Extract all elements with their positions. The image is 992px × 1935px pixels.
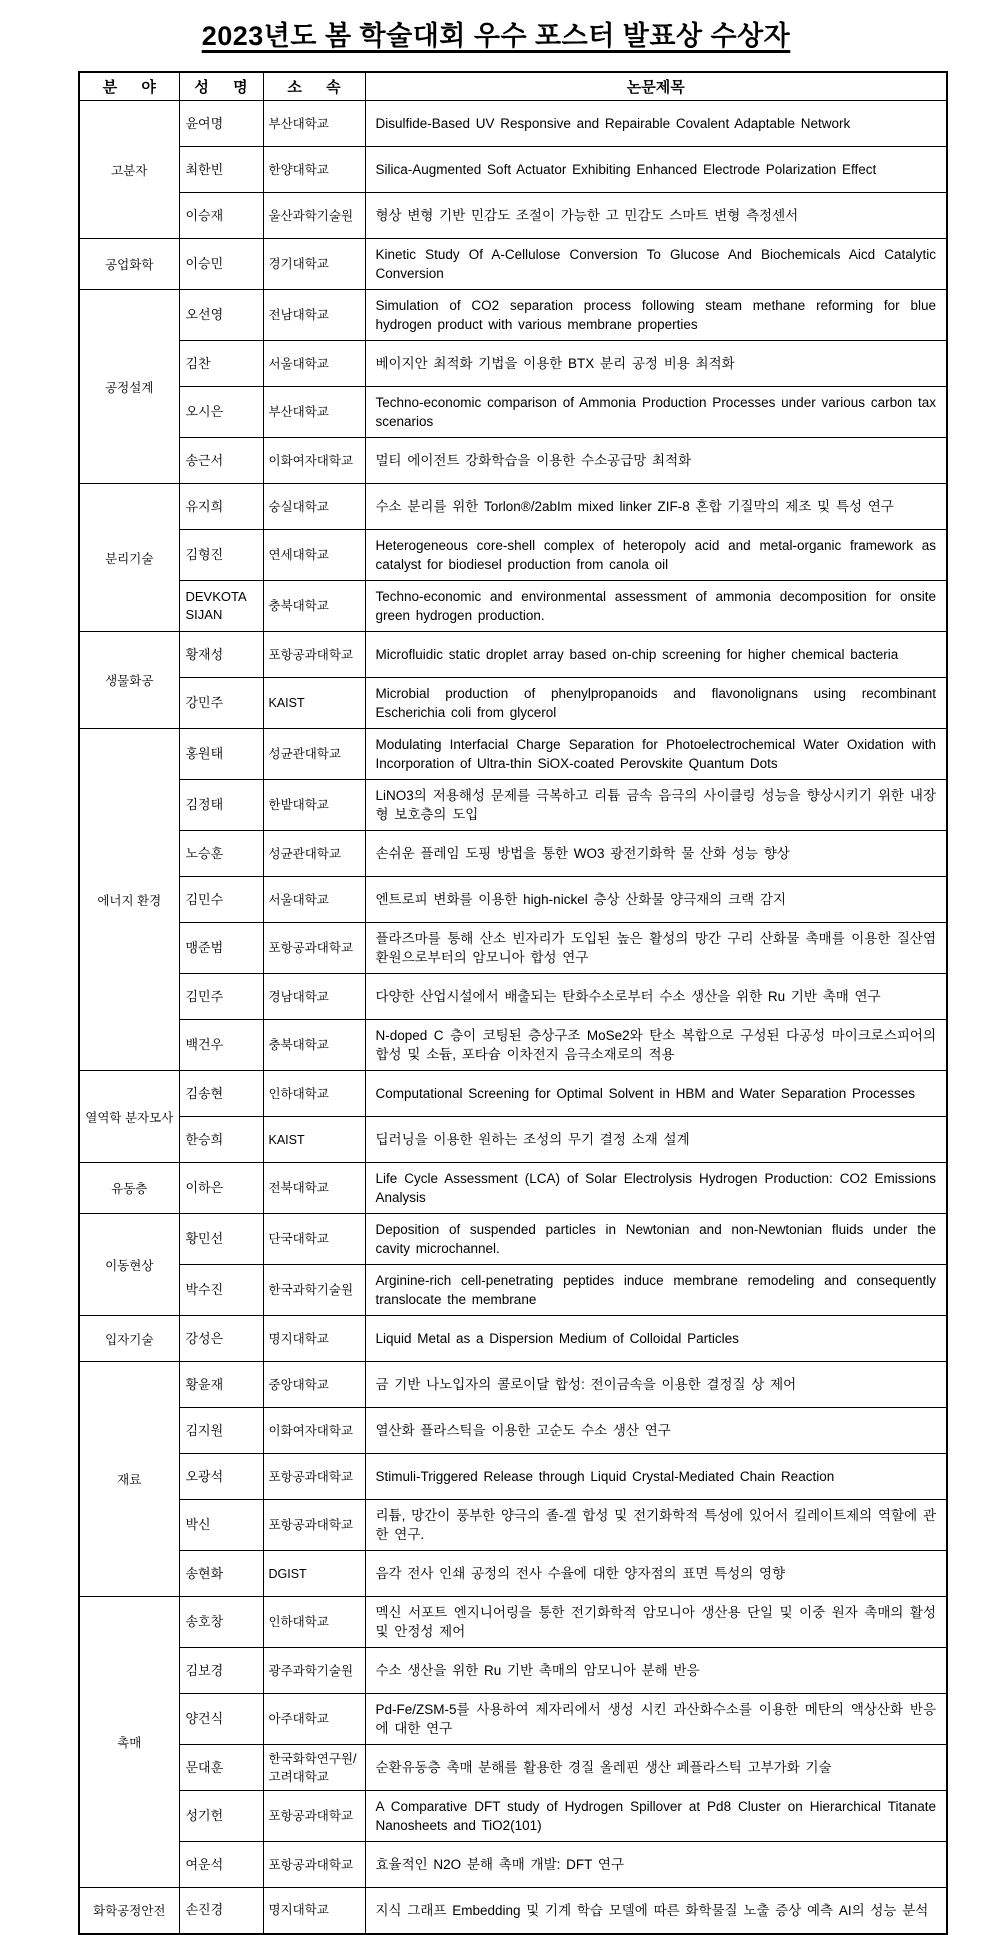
affiliation-cell: 충북대학교 [263,581,365,632]
table-row [79,780,947,831]
name-cell: DEVKOTA SIJAN [179,581,263,632]
affiliation-cell: 서울대학교 [263,877,365,923]
field-cell: 분리기술 [79,484,179,632]
page-title-text: 2023년도 봄 학술대회 우수 포스터 발표상 수상자 [201,21,791,51]
table-row [79,387,947,438]
affiliation-cell: 단국대학교 [263,1214,365,1265]
affiliation-cell: 아주대학교 [263,1694,365,1745]
field-cell: 촉매 [79,1597,179,1888]
paper-title-cell: 플라즈마를 통해 산소 빈자리가 도입된 높은 활성의 망간 구리 산화물 촉매를 이용한 질산염 환원으로부터의 암모니아 합성 연구 [365,923,947,974]
affiliation-cell: 포항공과대학교 [263,1842,365,1888]
name-cell: 김민수 [179,877,263,923]
field-cell: 화학공정안전 [79,1888,179,1934]
table-row [79,1694,947,1745]
name-cell: 송호창 [179,1597,263,1648]
table-row [79,974,947,1020]
affiliation-cell: 한국화학연구원/고려대학교 [263,1745,365,1791]
name-cell: 오광석 [179,1454,263,1500]
table-row [79,239,947,290]
paper-title-cell: N-doped C 층이 코팅된 층상구조 MoSe2와 탄소 복합으로 구성된 다공성 마이크로스피어의 합성 및 소듐, 포타슘 이차전지 음극소재로의 적용 [365,1020,947,1071]
name-cell: 여운석 [179,1842,263,1888]
name-cell: 김찬 [179,341,263,387]
name-cell: 김형진 [179,530,263,581]
paper-title-cell: 멀티 에이전트 강화학습을 이용한 수소공급망 최적화 [365,438,947,484]
field-cell: 고분자 [79,101,179,239]
field-cell: 입자기술 [79,1316,179,1362]
paper-title-cell: 효율적인 N2O 분해 촉매 개발: DFT 연구 [365,1842,947,1888]
table-row [79,438,947,484]
table-row [79,729,947,780]
affiliation-cell: 인하대학교 [263,1597,365,1648]
paper-title-cell: 금 기반 나노입자의 콜로이달 합성: 전이금속을 이용한 결정질 상 제어 [365,1362,947,1408]
paper-title-cell: Computational Screening for Optimal Solvent in HBM and Water Separation Processes [365,1071,947,1117]
affiliation-cell: KAIST [263,678,365,729]
name-cell: 이하은 [179,1163,263,1214]
name-cell: 이승민 [179,239,263,290]
table-row [79,1316,947,1362]
table-row [79,678,947,729]
table-row [79,1745,947,1791]
table-row [79,193,947,239]
name-cell: 백건우 [179,1020,263,1071]
paper-title-cell: 리튬, 망간이 풍부한 양극의 졸-겔 합성 및 전기화학적 특성에 있어서 킬레이트제의 역할에 관한 연구. [365,1500,947,1551]
affiliation-cell: 충북대학교 [263,1020,365,1071]
paper-title-cell: Simulation of CO2 separation process following steam methane reforming for blue hydrogen product with various membrane properties [365,290,947,341]
paper-title-cell: A Comparative DFT study of Hydrogen Spillover at Pd8 Cluster on Hierarchical Titanate Nanosheets and TiO2(101) [365,1791,947,1842]
field-cell: 공정설계 [79,290,179,484]
table-row [79,831,947,877]
paper-title-cell: Techno-economic comparison of Ammonia Production Processes under various carbon tax scenarios [365,387,947,438]
affiliation-cell: 성균관대학교 [263,729,365,780]
affiliation-cell: 서울대학교 [263,341,365,387]
paper-title-cell: LiNO3의 저용해성 문제를 극복하고 리튬 금속 음극의 사이클링 성능을 향상시키기 위한 내장형 보호층의 도입 [365,780,947,831]
paper-title-cell: Heterogeneous core-shell complex of heteropoly acid and metal-organic framework as catalyst for biodiesel production from canola oil [365,530,947,581]
table-row [79,923,947,974]
paper-title-cell: Deposition of suspended particles in Newtonian and non-Newtonian fluids under the cavity microchannel. [365,1214,947,1265]
table-row [79,877,947,923]
paper-title-cell: Techno-economic and environmental assessment of ammonia decomposition for onsite green hydrogen production. [365,581,947,632]
paper-title-cell: 다양한 산업시설에서 배출되는 탄화수소로부터 수소 생산을 위한 Ru 기반 촉매 연구 [365,974,947,1020]
table-row [79,1648,947,1694]
affiliation-cell: 경기대학교 [263,239,365,290]
affiliation-cell: 부산대학교 [263,101,365,147]
field-cell: 에너지 환경 [79,729,179,1071]
table-header-row [79,72,947,101]
paper-title-cell: 베이지안 최적화 기법을 이용한 BTX 분리 공정 비용 최적화 [365,341,947,387]
table-row [79,1020,947,1071]
name-cell: 강민주 [179,678,263,729]
name-cell: 송현화 [179,1551,263,1597]
name-cell: 맹준범 [179,923,263,974]
field-cell: 공업화학 [79,239,179,290]
table-row [79,484,947,530]
paper-title-cell: Arginine-rich cell-penetrating peptides induce membrane remodeling and consequently translocate the membrane [365,1265,947,1316]
name-cell: 김정태 [179,780,263,831]
affiliation-cell: 포항공과대학교 [263,632,365,678]
table-row [79,1117,947,1163]
table-row [79,1500,947,1551]
name-cell: 윤여명 [179,101,263,147]
page-title [0,14,992,53]
affiliation-cell: 이화여자대학교 [263,438,365,484]
paper-title-cell: 순환유동층 촉매 분해를 활용한 경질 올레핀 생산 페플라스틱 고부가화 기술 [365,1745,947,1791]
table-row [79,1842,947,1888]
name-cell: 홍원태 [179,729,263,780]
affiliation-cell: 울산과학기술원 [263,193,365,239]
column-header: 소 속 [263,72,365,101]
affiliation-cell: 한밭대학교 [263,780,365,831]
affiliation-cell: KAIST [263,1117,365,1163]
affiliation-cell: 광주과학기술원 [263,1648,365,1694]
paper-title-cell: 음각 전사 인쇄 공정의 전사 수율에 대한 양자점의 표면 특성의 영향 [365,1551,947,1597]
affiliation-cell: 성균관대학교 [263,831,365,877]
table-row [79,1071,947,1117]
table-row [79,1163,947,1214]
paper-title-cell: Silica-Augmented Soft Actuator Exhibiting Enhanced Electrode Polarization Effect [365,147,947,193]
table-row [79,530,947,581]
affiliation-cell: 전남대학교 [263,290,365,341]
paper-title-cell: 딥러닝을 이용한 원하는 조성의 무기 결정 소재 설계 [365,1117,947,1163]
name-cell: 성기헌 [179,1791,263,1842]
column-header: 분 야 [79,72,179,101]
table-row [79,1408,947,1454]
table-row [79,1551,947,1597]
affiliation-cell: 중앙대학교 [263,1362,365,1408]
paper-title-cell: Disulfide-Based UV Responsive and Repairable Covalent Adaptable Network [365,101,947,147]
name-cell: 송근서 [179,438,263,484]
paper-title-cell: Kinetic Study Of A-Cellulose Conversion To Glucose And Biochemicals Aicd Catalytic Conversion [365,239,947,290]
table-row [79,581,947,632]
name-cell: 문대훈 [179,1745,263,1791]
paper-title-cell: Modulating Interfacial Charge Separation for Photoelectrochemical Water Oxidation with Incorporation of Ultra-thin SiOX-coated Perovskite Quantum Dots [365,729,947,780]
name-cell: 황윤재 [179,1362,263,1408]
paper-title-cell: Stimuli-Triggered Release through Liquid Crystal-Mediated Chain Reaction [365,1454,947,1500]
name-cell: 강성은 [179,1316,263,1362]
table-row [79,1454,947,1500]
affiliation-cell: DGIST [263,1551,365,1597]
paper-title-cell: Pd-Fe/ZSM-5를 사용하여 제자리에서 생성 시킨 과산화수소를 이용한 메탄의 액상산화 반응에 대한 연구 [365,1694,947,1745]
name-cell: 오선영 [179,290,263,341]
table-row [79,1362,947,1408]
column-header: 논문제목 [365,72,947,101]
name-cell: 손진경 [179,1888,263,1934]
name-cell: 박수진 [179,1265,263,1316]
name-cell: 이승재 [179,193,263,239]
paper-title-cell: Microbial production of phenylpropanoids and flavonolignans using recombinant Escherichia coli from glycerol [365,678,947,729]
affiliation-cell: 전북대학교 [263,1163,365,1214]
field-cell: 이동현상 [79,1214,179,1316]
affiliation-cell: 경남대학교 [263,974,365,1020]
name-cell: 양건식 [179,1694,263,1745]
name-cell: 황민선 [179,1214,263,1265]
name-cell: 오시은 [179,387,263,438]
table-row [79,1214,947,1265]
paper-title-cell: Liquid Metal as a Dispersion Medium of Colloidal Particles [365,1316,947,1362]
paper-title-cell: 형상 변형 기반 민감도 조절이 가능한 고 민감도 스마트 변형 측정센서 [365,193,947,239]
field-cell: 생물화공 [79,632,179,729]
affiliation-cell: 부산대학교 [263,387,365,438]
paper-title-cell: Microfluidic static droplet array based on-chip screening for higher chemical bacteria [365,632,947,678]
paper-title-cell: 멕신 서포트 엔지니어링을 통한 전기화학적 암모니아 생산용 단일 및 이중 원자 촉매의 활성 및 안정성 제어 [365,1597,947,1648]
affiliation-cell: 숭실대학교 [263,484,365,530]
name-cell: 노승훈 [179,831,263,877]
table-row [79,1791,947,1842]
affiliation-cell: 한양대학교 [263,147,365,193]
paper-title-cell: 손쉬운 플레임 도핑 방법을 통한 WO3 광전기화학 물 산화 성능 향상 [365,831,947,877]
affiliation-cell: 연세대학교 [263,530,365,581]
paper-title-cell: 수소 생산을 위한 Ru 기반 촉매의 암모니아 분해 반응 [365,1648,947,1694]
affiliation-cell: 이화여자대학교 [263,1408,365,1454]
name-cell: 김지원 [179,1408,263,1454]
name-cell: 김송현 [179,1071,263,1117]
affiliation-cell: 포항공과대학교 [263,1500,365,1551]
table-row [79,1888,947,1934]
name-cell: 황재성 [179,632,263,678]
name-cell: 유지희 [179,484,263,530]
table-row [79,147,947,193]
table-row [79,632,947,678]
affiliation-cell: 명지대학교 [263,1888,365,1934]
paper-title-cell: Life Cycle Assessment (LCA) of Solar Electrolysis Hydrogen Production: CO2 Emissions Analysis [365,1163,947,1214]
name-cell: 박신 [179,1500,263,1551]
affiliation-cell: 명지대학교 [263,1316,365,1362]
column-header: 성 명 [179,72,263,101]
awards-table [78,71,948,1935]
table-row [79,1265,947,1316]
name-cell: 한승희 [179,1117,263,1163]
affiliation-cell: 포항공과대학교 [263,1454,365,1500]
paper-title-cell: 지식 그래프 Embedding 및 기계 학습 모델에 따른 화학물질 노출 증상 예측 AI의 성능 분석 [365,1888,947,1934]
paper-title-cell: 수소 분리를 위한 Torlon®/2abIm mixed linker ZIF-8 혼합 기질막의 제조 및 특성 연구 [365,484,947,530]
table-row [79,290,947,341]
affiliation-cell: 인하대학교 [263,1071,365,1117]
affiliation-cell: 포항공과대학교 [263,1791,365,1842]
table-row [79,341,947,387]
affiliation-cell: 한국과학기술원 [263,1265,365,1316]
paper-title-cell: 엔트로피 변화를 이용한 high-nickel 층상 산화물 양극재의 크랙 감지 [365,877,947,923]
table-row [79,1597,947,1648]
affiliation-cell: 포항공과대학교 [263,923,365,974]
name-cell: 김민주 [179,974,263,1020]
field-cell: 유동층 [79,1163,179,1214]
field-cell: 재료 [79,1362,179,1597]
table-row [79,101,947,147]
name-cell: 최한빈 [179,147,263,193]
name-cell: 김보경 [179,1648,263,1694]
paper-title-cell: 열산화 플라스틱을 이용한 고순도 수소 생산 연구 [365,1408,947,1454]
field-cell: 열역학 분자모사 [79,1071,179,1163]
